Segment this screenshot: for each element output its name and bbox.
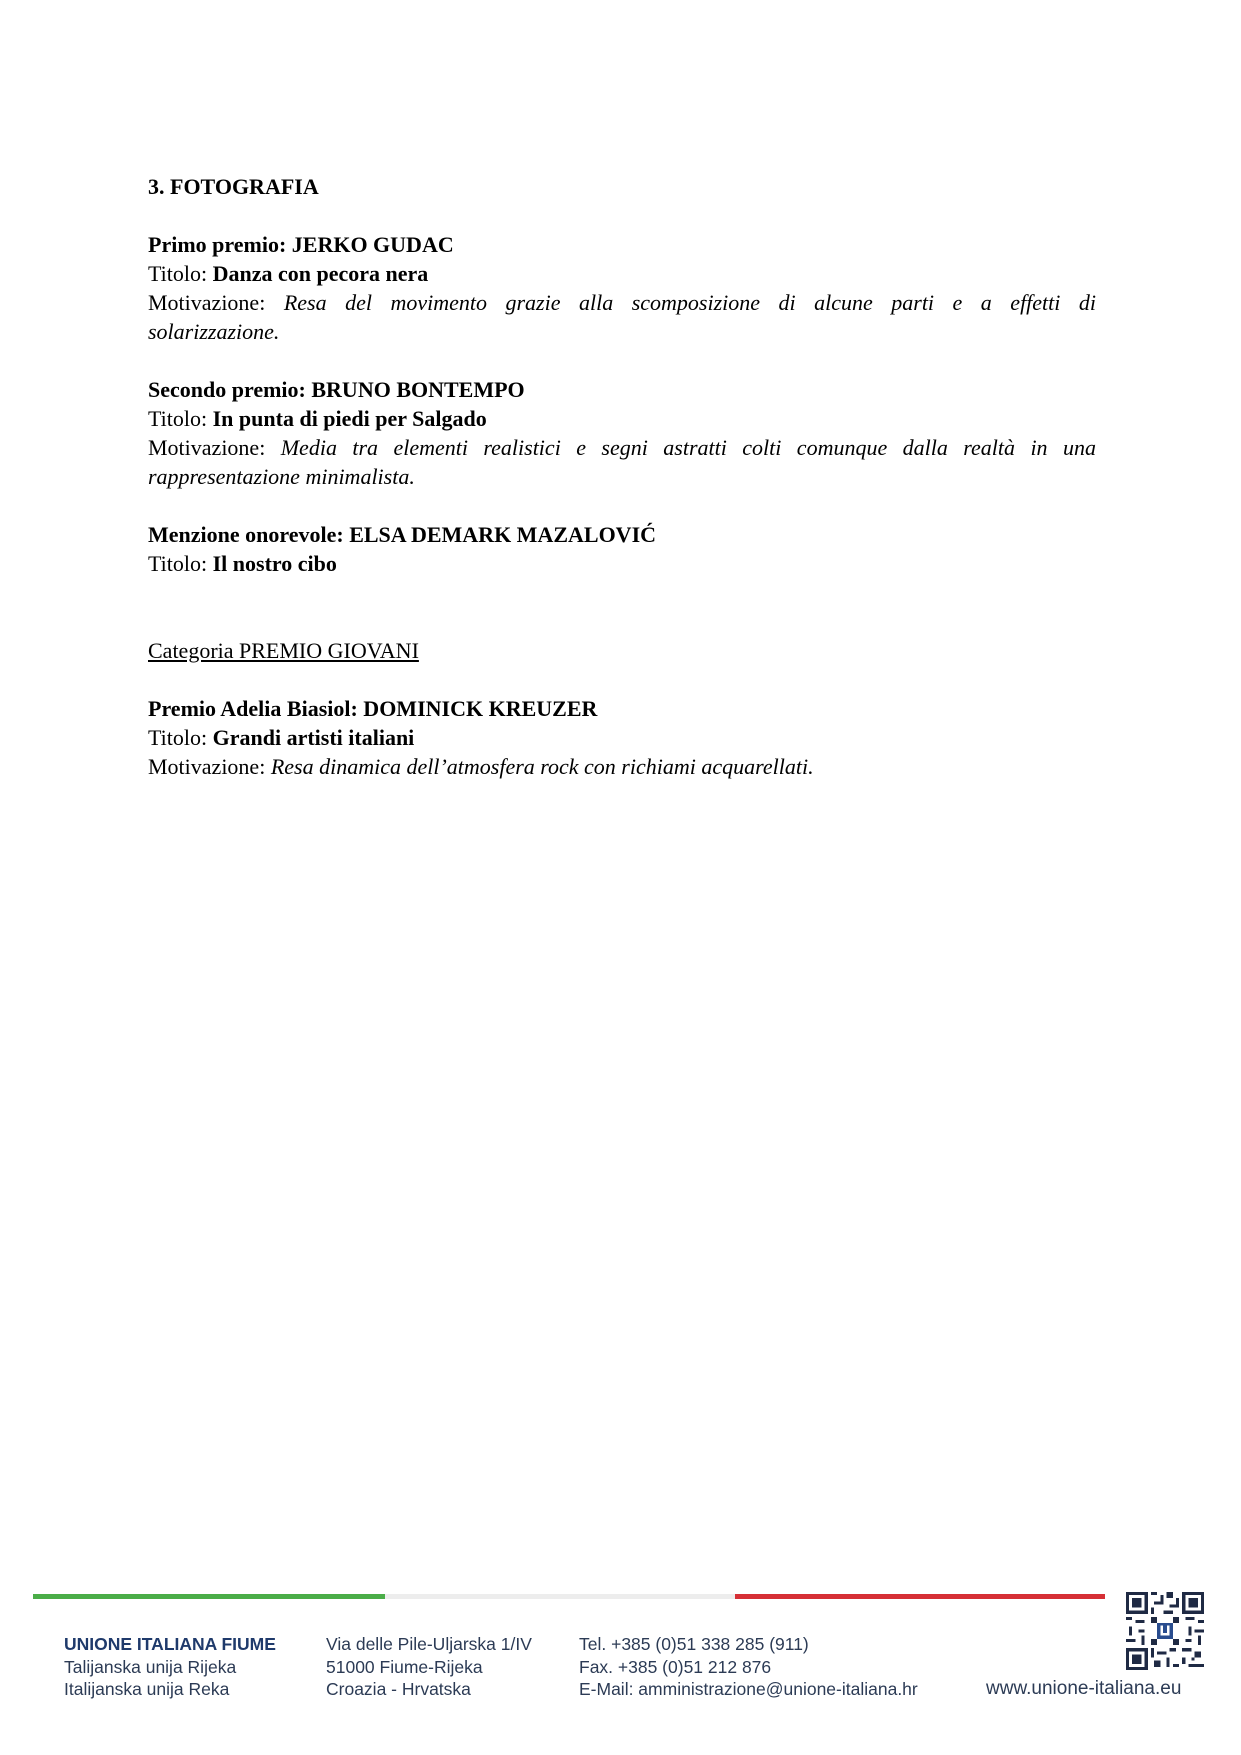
contact-email[interactable]: E-Mail: amministrazione@unione-italiana.hr [579,1679,918,1699]
award-title: Titolo: In punta di piedi per Salgado [148,406,487,431]
document-body [148,172,1096,781]
award-title: Titolo: Il nostro cibo [148,551,337,576]
award-title: Titolo: Grandi artisti italiani [148,725,415,750]
footer-website-link[interactable]: www.unione-italiana.eu [986,1678,1182,1699]
award-label: Primo premio: JERKO GUDAC [148,232,454,257]
address-street: Via delle Pile-Uljarska 1/IV [326,1634,532,1654]
award-motivation-cont: rappresentazione minimalista. [148,464,415,489]
award-title: Titolo: Danza con pecora nera [148,261,429,286]
youth-category-heading: Categoria PREMIO GIOVANI [148,638,419,663]
flag-stripe-green [33,1594,385,1599]
flag-stripe-white [385,1594,735,1599]
footer-organization [64,1633,276,1701]
award-label: Secondo premio: BRUNO BONTEMPO [148,377,525,402]
org-name: UNIONE ITALIANA FIUME [64,1634,276,1654]
flag-stripe-red [735,1594,1105,1599]
address-country: Croazia - Hrvatska [326,1679,471,1699]
footer-contacts [579,1633,918,1701]
award-motivation: Motivazione: Media tra elementi realistici e segni astratti colti comunque dalla realtà in una [148,435,1096,460]
org-name-croatian: Talijanska unija Rijeka [64,1656,237,1677]
award-motivation: Motivazione: Resa del movimento grazie alla scomposizione di alcune parti e a effetti di [148,290,1096,315]
contact-phone: Tel. +385 (0)51 338 285 (911) [579,1634,809,1654]
award-label: Menzione onorevole: ELSA DEMARK MAZALOVIĆ [148,522,657,547]
footer-address [326,1633,532,1701]
address-city: 51000 Fiume-Rijeka [326,1656,483,1677]
section-heading: 3. FOTOGRAFIA [148,174,319,199]
org-name-slovenian: Italijanska unija Reka [64,1679,230,1699]
award-label: Premio Adelia Biasiol: DOMINICK KREUZER [148,696,598,721]
qr-code-icon [1126,1592,1204,1670]
award-motivation-cont: solarizzazione. [148,319,280,344]
award-motivation: Motivazione: Resa dinamica dell’atmosfera rock con richiami acquarellati. [148,754,814,779]
contact-fax: Fax. +385 (0)51 212 876 [579,1656,772,1677]
